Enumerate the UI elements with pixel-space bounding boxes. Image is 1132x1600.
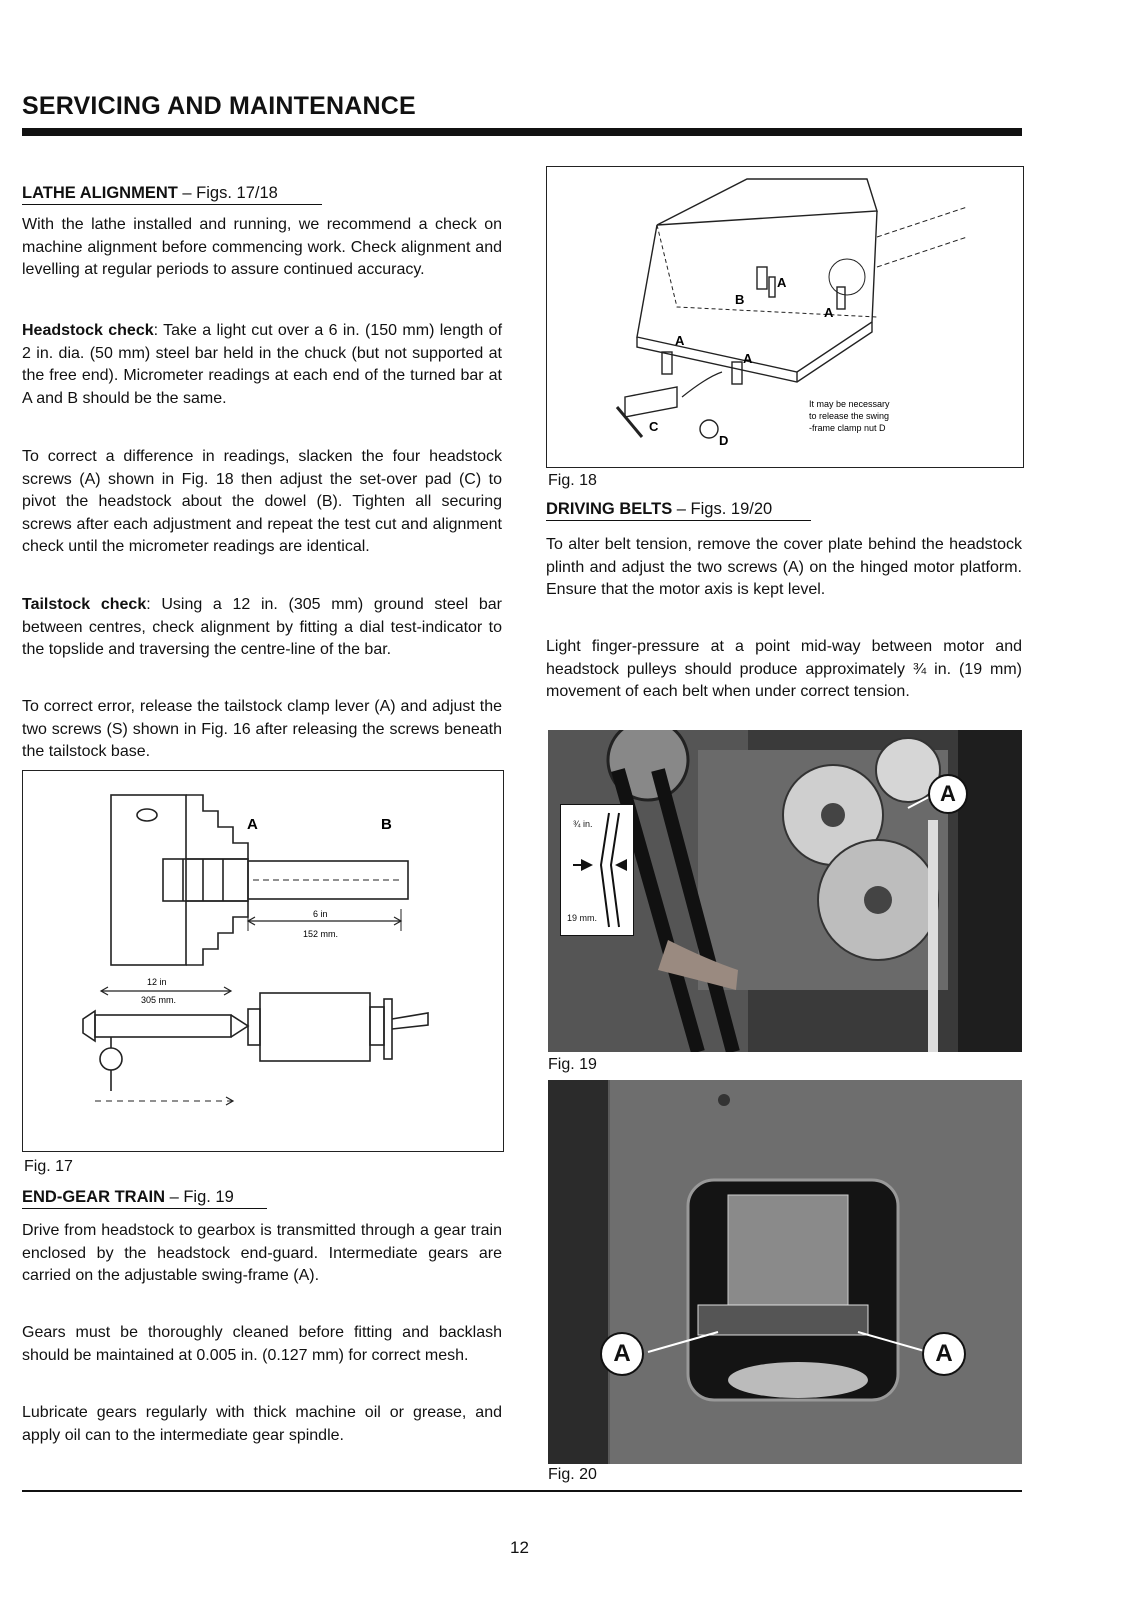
paragraph-tailstock-check [22,594,502,662]
fig20-callout-a-left: A [600,1332,644,1376]
figure-18-box [546,166,1024,468]
paragraph-end-gear-lubricate: Lubricate gears regularly with thick machine oil or grease, and apply oil can to the intermediate gear spindle. [22,1404,502,1444]
heading-bold: END-GEAR TRAIN [22,1188,165,1206]
paragraph-correct-difference: To correct a difference in readings, slacken the four headstock screws (A) shown in Fig. 18 then adjust the set-over pad (C) to pivot the headstock about the dowel (B). Tighten all securing screws after each adjustment and repeat the test cut and alignment check until the micrometer readings are identical. [22,448,502,555]
figure-19-photo [548,730,1022,1052]
screw-a-left [662,352,672,374]
figure-17-box [22,770,504,1152]
headstock-check-label: Headstock check [22,322,154,339]
fig19-callout-a: A [928,774,968,814]
section-heading-driving-belts [546,500,811,521]
figure-18-drawing [547,167,1023,467]
headstock-top [657,179,877,225]
figure-20-photo [548,1080,1022,1464]
heading-bold: LATHE ALIGNMENT [22,184,178,202]
headstock-centre [83,1011,95,1041]
fig17-dim-305mm: 305 mm. [141,995,177,1005]
fig19-belt-deflection-inset [560,804,634,936]
section-heading-end-gear-train [22,1188,267,1209]
tailstock-check-text: : Using a 12 in. (305 mm) ground steel bar between centres, check alignment by fitting a dial test-indicator to the topslide and traversing the centre-line of the bar. [22,596,503,658]
paragraph-end-gear-cleaning: Gears must be thoroughly cleaned before fitting and backlash should be maintained at 0.005 in. (0.127 mm) for correct mesh. [22,1324,502,1364]
headstock-body [637,211,877,372]
fig18-label-d: D [719,433,729,448]
fig18-note-line2: to release the swing [809,411,890,421]
tailstock-lever [392,1013,428,1029]
light-reflection [728,1362,868,1398]
fig18-note-line3: -frame clamp nut D [809,423,886,433]
spanner [617,407,642,437]
fig17-dim-6in: 6 in [313,909,328,919]
fig18-label-a-mid: A [743,351,753,366]
fig18-label-a-left: A [675,333,685,348]
fig18-label-a-right: A [824,305,834,320]
fig18-note-line1: It may be necessary [809,399,890,409]
rod [928,820,938,1052]
paragraph-belt-tension: To alter belt tension, remove the cover plate behind the headstock plinth and adjust the two screws (A) on the hinged motor platform. Ensure that the motor axis is kept level. [546,536,1022,598]
bed-lines [877,207,967,267]
clamp-nut-d [700,420,718,438]
paragraph-correct-error: To correct error, release the tailstock clamp lever (A) and adjust the two screws (S) shown in Fig. 16 after releasing the screws beneath the tailstock base. [22,698,502,760]
paragraph-finger-pressure: Light finger-pressure at a point mid-way between motor and headstock pulleys should produce approximately ¾ in. (19 mm) movement of each belt when under correct tension. [546,638,1022,700]
page-number: 12 [510,1538,529,1557]
heading-rest: – Figs. 17/18 [177,184,278,202]
cover-screw-hole [718,1094,730,1106]
section-heading-lathe-alignment [22,184,322,205]
setover-pad [625,387,677,417]
headstock-check-text: : Take a light cut over a 6 in. (150 mm) length of 2 in. dia. (50 mm) steel bar held in the chuck (but not supported at the free end). Micrometer readings at each end of the turned bar at A and B should be the same. [22,322,503,407]
inset-label-top: ¾ in. [573,819,593,829]
heading-bold: DRIVING BELTS [546,500,673,518]
fig17-dim-12in: 12 in [147,977,167,987]
screw-a-mid [732,362,742,384]
figure-19-caption: Fig. 19 [548,1056,597,1073]
fig20-callout-a-right: A [922,1332,966,1376]
chuck-key-hole [137,809,157,821]
fig18-label-c: C [649,419,659,434]
page-title: SERVICING AND MAINTENANCE [22,92,416,120]
chuck-spindle [163,859,248,901]
paragraph-intro: With the lathe installed and running, we recommend a check on machine alignment before commencing work. Check alignment and levelling at regular periods to assure continued accuracy. [22,216,502,278]
chuck-jaw-top [186,795,248,859]
heading-rest: – Fig. 19 [165,1188,234,1206]
fig17-label-a: A [247,816,258,833]
ground-bar [95,1015,231,1037]
figure-20-photo-drawing [548,1080,1022,1464]
figure-17-drawing [23,771,503,1151]
motor-plate [728,1195,848,1305]
bottom-rule [22,1490,1022,1492]
screw-a-top [757,267,767,289]
dowel-b [769,277,775,297]
title-rule [22,128,1022,136]
fig18-label-b: B [735,292,745,307]
figure-17-caption: Fig. 17 [24,1158,73,1175]
tailstock-check-label: Tailstock check [22,596,147,613]
dial-indicator [100,1048,122,1070]
screw-a-right [837,287,845,309]
heading-rest: – Figs. 19/20 [672,500,773,518]
fig18-label-a-top: A [777,275,787,290]
paragraph-headstock-check [22,320,502,410]
figure-20-caption: Fig. 20 [548,1466,597,1483]
hinged-platform [698,1305,868,1335]
tailstock-body [260,993,370,1061]
inset-label-bottom: 19 mm. [567,913,598,923]
fig17-dim-152mm: 152 mm. [303,929,339,939]
chuck-jaw-bottom [186,901,248,965]
fig17-label-b: B [381,816,392,833]
paragraph-end-gear-drive: Drive from headstock to gearbox is transmitted through a gear train enclosed by the headstock end-guard. Intermediate gears are carried on the adjustable swing-frame (A). [22,1222,502,1284]
figure-18-caption: Fig. 18 [548,472,597,489]
